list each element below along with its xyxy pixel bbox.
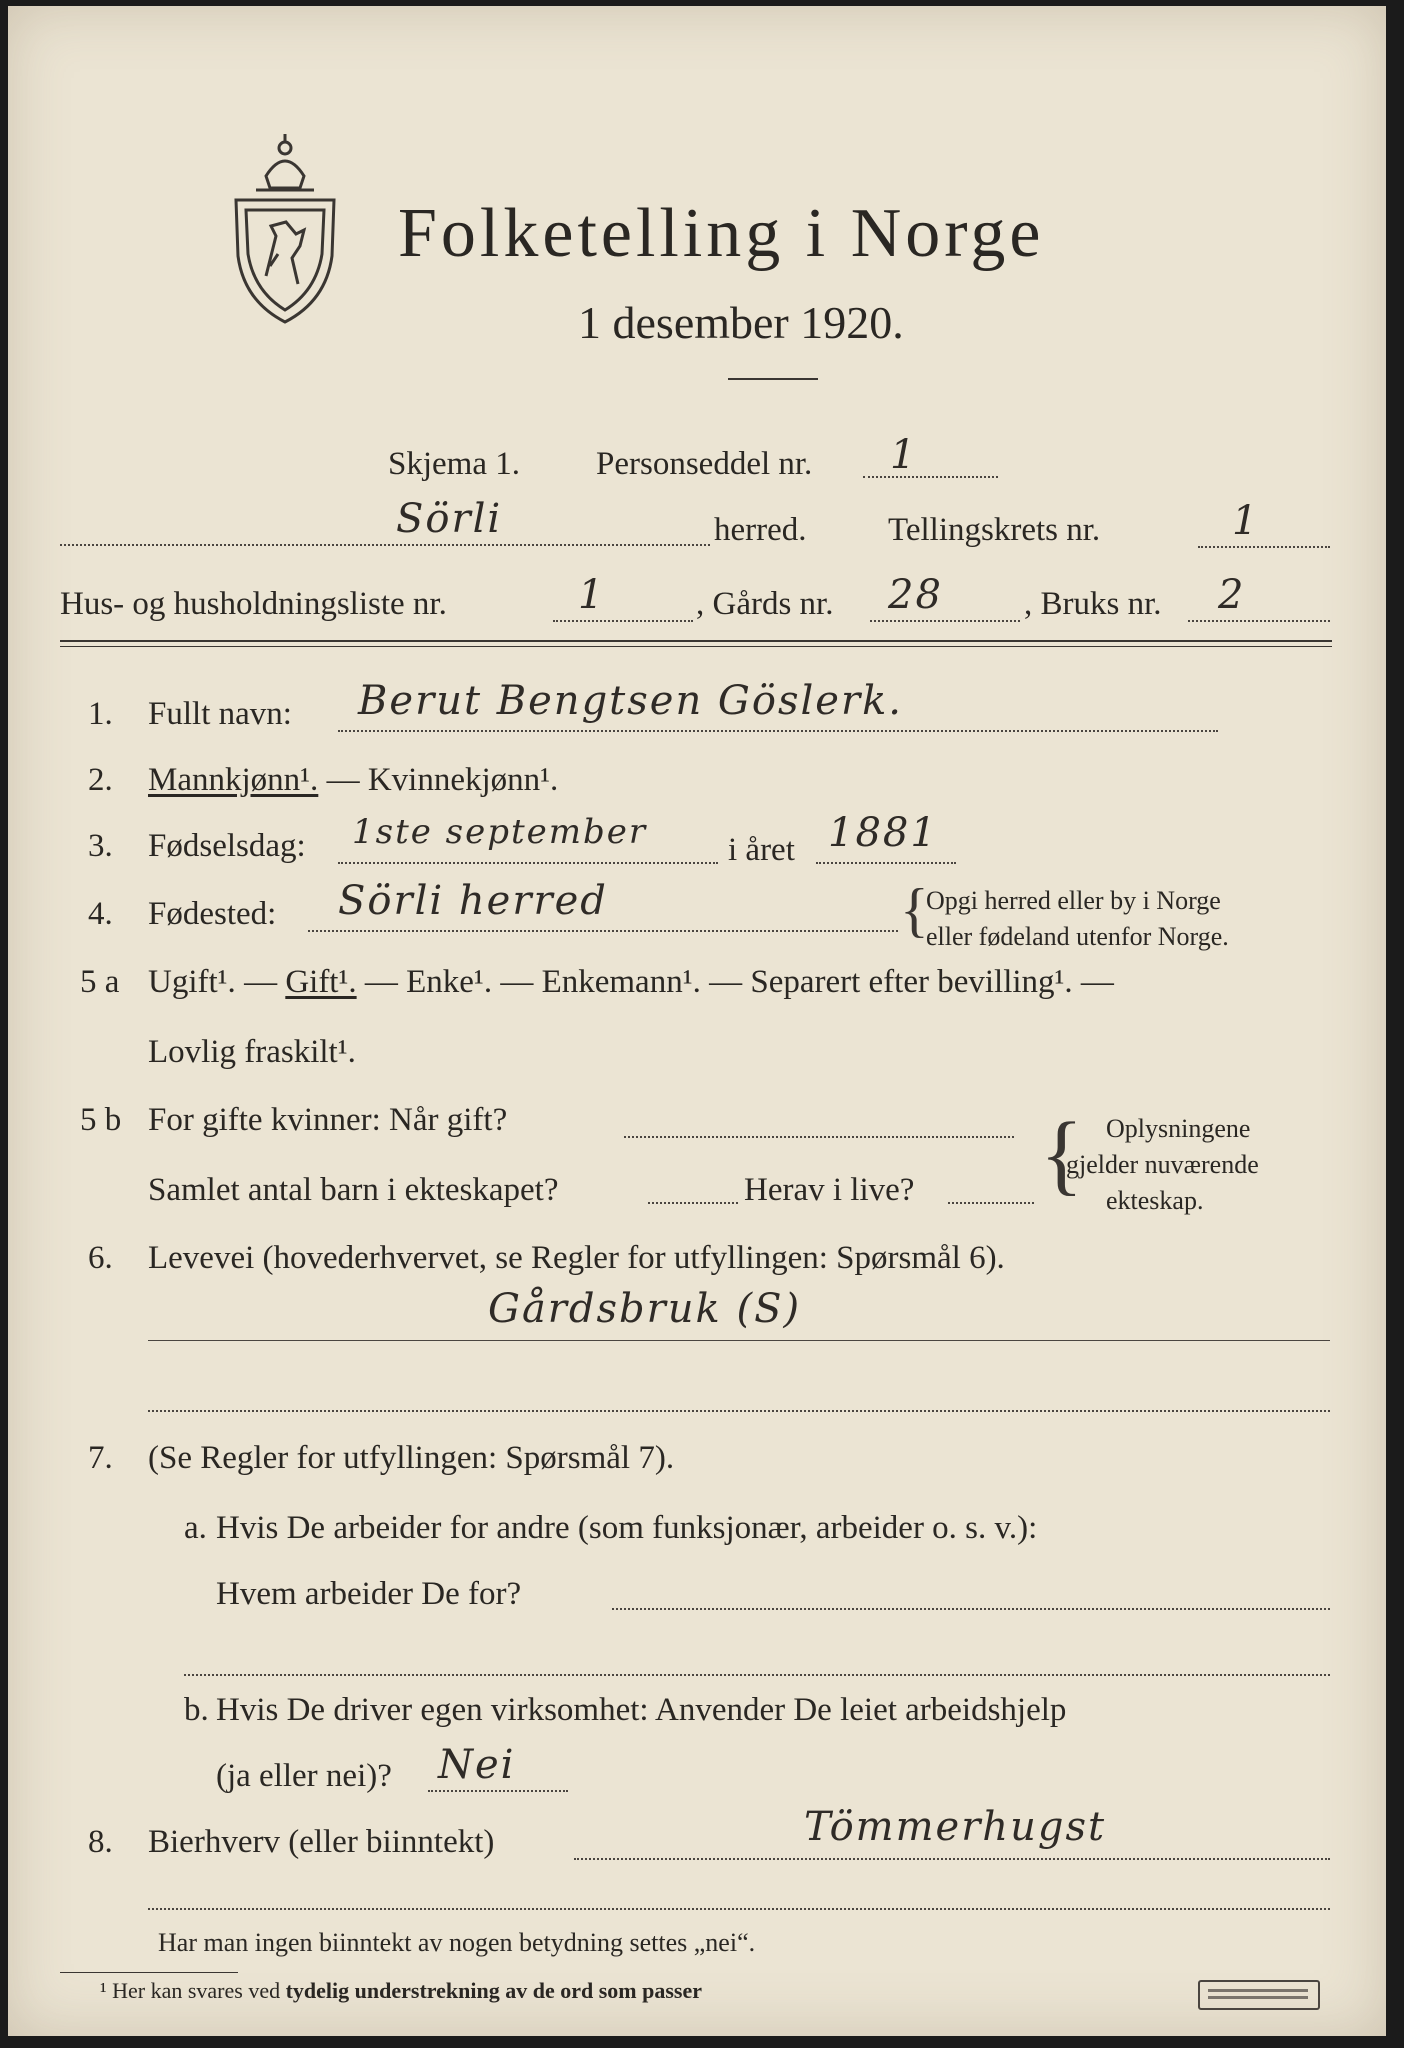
- q8-number: 8.: [88, 1824, 113, 1860]
- herred-value: Sörli: [396, 496, 503, 542]
- q5b-brace: {: [1040, 1105, 1084, 1204]
- form-date: 1 desember 1920.: [578, 297, 904, 348]
- q7a-line-2: Hvem arbeider De for?: [216, 1576, 522, 1612]
- q7b-letter: b.: [184, 1692, 209, 1728]
- herred-field[interactable]: [60, 544, 710, 546]
- herred-label: herred.: [714, 512, 807, 548]
- footnote-bold-text: tydelig understrekning av de ord som passer: [285, 1978, 703, 2003]
- gards-label: , Gårds nr.: [696, 586, 834, 622]
- q5b-note-1: Oplysningene: [1106, 1114, 1251, 1143]
- q7b-field[interactable]: [428, 1790, 568, 1792]
- q1-field[interactable]: [338, 730, 1218, 732]
- q3-year-label: i året: [728, 832, 795, 868]
- personseddel-field[interactable]: [863, 476, 998, 478]
- personseddel-value: 1: [890, 432, 918, 478]
- q3-field[interactable]: [338, 862, 718, 864]
- q5a-other-options[interactable]: — Enke¹. — Enkemann¹. — Separert efter bevilling¹. —: [356, 964, 1114, 1000]
- q5a-ugift-option[interactable]: Ugift¹.: [148, 964, 236, 1000]
- q4-label: Fødested:: [148, 896, 277, 932]
- q8-value: Tömmerhugst: [804, 1804, 1107, 1850]
- q6-value: Gårdsbruk (S): [488, 1286, 802, 1332]
- bruks-value: 2: [1218, 572, 1246, 618]
- gards-field[interactable]: [870, 620, 1020, 622]
- q3-number: 3.: [88, 828, 113, 864]
- q2-male-option[interactable]: Mannkjønn¹.: [148, 762, 319, 798]
- form-title: Folketelling i Norge: [398, 195, 1045, 272]
- header-separator-inner: [60, 646, 1332, 647]
- q8-label: Bierhverv (eller biinntekt): [148, 1824, 495, 1860]
- hus-field[interactable]: [553, 620, 693, 622]
- q4-brace: {: [900, 877, 929, 943]
- q7a-extra-field[interactable]: [184, 1674, 1330, 1676]
- q3-year-field[interactable]: [816, 862, 956, 864]
- q4-note-1: Opgi herred eller by i Norge: [926, 886, 1221, 915]
- q4-note-2: eller fødeland utenfor Norge.: [926, 922, 1229, 951]
- q5b-label-2: Samlet antal barn i ekteskapet?: [148, 1172, 559, 1208]
- q7a-line-1: Hvis De arbeider for andre (som funksjonær, arbeider o. s. v.):: [216, 1510, 1038, 1546]
- q2-female-option[interactable]: Kvinnekjønn¹.: [367, 762, 559, 798]
- q5b-married-field[interactable]: [624, 1136, 1014, 1138]
- q8-extra-field[interactable]: [148, 1908, 1330, 1910]
- q1-label: Fullt navn:: [148, 696, 292, 732]
- printer-stamp-icon: [1198, 1980, 1320, 2010]
- census-form: [8, 6, 1386, 2036]
- footnote: [100, 1978, 702, 2004]
- footnote-text: Her kan svares ved: [112, 1978, 281, 2003]
- q7-label: (Se Regler for utfyllingen: Spørsmål 7).: [148, 1440, 675, 1476]
- q6-label: Levevei (hovederhvervet, se Regler for utfyllingen: Spørsmål 6).: [148, 1240, 1005, 1276]
- q5a-number: 5 a: [80, 964, 120, 1000]
- q5a-gift-option[interactable]: Gift¹.: [285, 964, 357, 1000]
- q4-field[interactable]: [308, 930, 898, 932]
- footnote-mark: ¹: [100, 1978, 107, 2003]
- q2-options: [148, 762, 558, 799]
- q4-number: 4.: [88, 896, 113, 932]
- q8-field[interactable]: [574, 1858, 1330, 1860]
- q2-number: 2.: [88, 762, 113, 798]
- q7-number: 7.: [88, 1440, 113, 1476]
- q5b-label-3: Herav i live?: [744, 1172, 915, 1208]
- tellingskrets-field[interactable]: [1198, 546, 1330, 548]
- q1-number: 1.: [88, 696, 113, 732]
- q5a-options: [148, 964, 1114, 1001]
- hus-value: 1: [578, 572, 606, 618]
- norway-coat-of-arms-icon: [226, 126, 344, 326]
- q5b-number: 5 b: [80, 1102, 122, 1138]
- bruks-field[interactable]: [1188, 620, 1330, 622]
- q7a-letter: a.: [184, 1510, 207, 1546]
- personseddel-label: Personseddel nr.: [596, 446, 813, 482]
- q5b-children-field[interactable]: [648, 1202, 738, 1204]
- q5a-fraskilt-option[interactable]: Lovlig fraskilt¹.: [148, 1034, 356, 1070]
- q7b-line-1: Hvis De driver egen virksomhet: Anvender De leiet arbeidshjelp: [216, 1692, 1067, 1728]
- skjema-label: Skjema 1.: [388, 446, 520, 482]
- q4-value: Sörli herred: [338, 878, 608, 924]
- q2-separator: —: [318, 762, 368, 798]
- tellingskrets-value: 1: [1232, 498, 1260, 544]
- q5a-separator: —: [235, 964, 286, 1000]
- q6-number: 6.: [88, 1240, 113, 1276]
- q6-extra-field[interactable]: [148, 1410, 1330, 1412]
- q3-label: Fødselsdag:: [148, 828, 306, 864]
- hus-label: Hus- og husholdningsliste nr.: [60, 586, 447, 622]
- q3-value: 1ste september: [352, 812, 648, 852]
- gards-value: 28: [888, 572, 943, 618]
- q5b-label-1: For gifte kvinner: Når gift?: [148, 1102, 508, 1138]
- q7a-field[interactable]: [612, 1608, 1330, 1610]
- footnote-rule: [60, 1972, 238, 1973]
- title-divider: [728, 378, 818, 380]
- q6-field[interactable]: [148, 1340, 1330, 1341]
- q1-value: Berut Bengtsen Göslerk.: [358, 678, 904, 724]
- q7b-line-2: (ja eller nei)?: [216, 1758, 392, 1794]
- q5b-note-2: gjelder nuværende: [1066, 1150, 1259, 1179]
- bruks-label: , Bruks nr.: [1024, 586, 1162, 622]
- q3-year-value: 1881: [828, 810, 938, 856]
- q7b-value: Nei: [438, 1742, 516, 1788]
- footer-note: Har man ingen biinntekt av nogen betydning settes „nei“.: [158, 1928, 756, 1957]
- q5b-alive-field[interactable]: [948, 1202, 1034, 1204]
- q5b-note-3: ekteskap.: [1106, 1186, 1204, 1215]
- header-separator: [60, 640, 1332, 642]
- tellingskrets-label: Tellingskrets nr.: [888, 512, 1101, 548]
